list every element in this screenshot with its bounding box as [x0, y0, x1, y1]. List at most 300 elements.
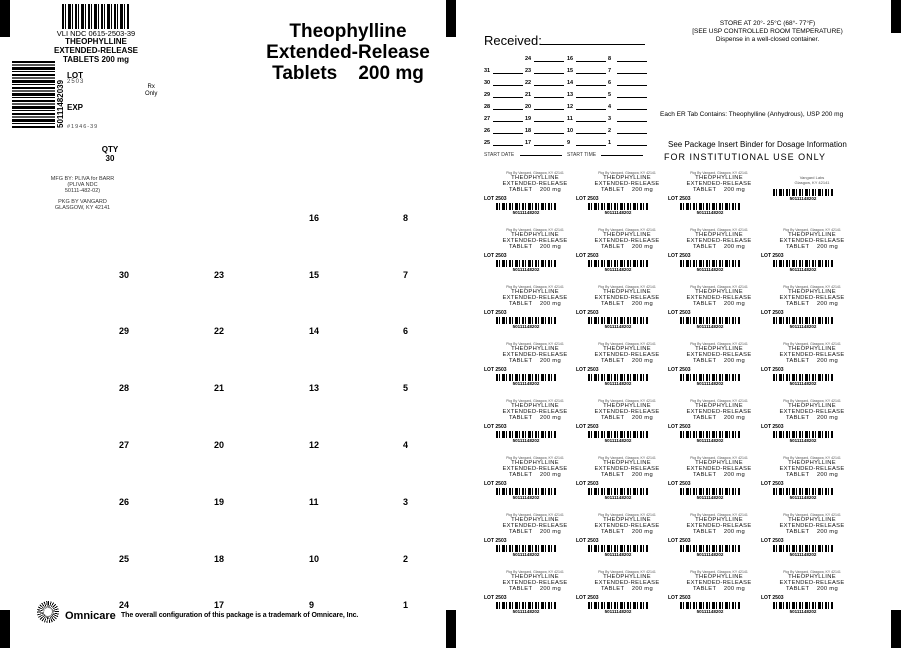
blister-day-number: 3: [403, 497, 409, 507]
label-drug-line: THEOPHYLLINE: [788, 517, 836, 523]
registration-marker-top-right: [891, 0, 901, 33]
dose-day-number: 21: [525, 92, 532, 98]
label-pkg-line: Pkg By Vangard, Glasgow, KY 42141: [598, 342, 656, 346]
dose-initial-field[interactable]: [493, 97, 523, 98]
received-field[interactable]: [540, 44, 645, 45]
dose-log-row: [484, 140, 647, 149]
label-drug-line: THEOPHYLLINE: [603, 346, 651, 352]
label-lot: LOT 2503: [761, 367, 784, 373]
label-lot: LOT 2503: [484, 196, 507, 202]
label-lot: LOT 2503: [761, 253, 784, 259]
label-drug-line: THEOPHYLLINE: [511, 460, 559, 466]
dose-day-number: 3: [608, 116, 612, 122]
label-barcode-number: 50111148202: [773, 196, 833, 201]
dose-initial-field[interactable]: [576, 109, 606, 110]
label-pkg-line: Pkg By Vangard, Glasgow, KY 42141: [598, 171, 656, 175]
dose-initial-field[interactable]: [534, 73, 564, 74]
label-drug-line: EXTENDED-RELEASE: [502, 523, 568, 529]
label-drug-line: TABLET 200 mg: [693, 586, 745, 592]
label-drug-line: EXTENDED-RELEASE: [686, 580, 752, 586]
dose-initial-field[interactable]: [493, 85, 523, 86]
label-pkg-line: Pkg By Vangard, Glasgow, KY 42141: [598, 399, 656, 403]
unit-dose-label: [668, 228, 764, 283]
start-time-field[interactable]: [601, 155, 643, 156]
label-barcode-number: 50111148202: [588, 438, 648, 443]
label-lot: LOT 2503: [484, 367, 507, 373]
unit-dose-label: [761, 456, 857, 511]
label-pkg-line: Pkg By Vangard, Glasgow, KY 42141: [598, 570, 656, 574]
dose-initial-field[interactable]: [534, 61, 564, 62]
label-barcode-number: 50111148202: [773, 609, 833, 614]
label-drug-line: EXTENDED-RELEASE: [686, 295, 752, 301]
label-barcode-number: 50111148202: [773, 438, 833, 443]
quantity: QTY 30: [101, 145, 119, 163]
label-barcode-number: 50111148202: [680, 381, 740, 386]
label-drug-line: TABLET 200 mg: [509, 472, 561, 478]
label-drug-line: TABLET 200 mg: [786, 244, 838, 250]
label-pkg-line: Pkg By Vangard, Glasgow, KY 42141: [506, 285, 564, 289]
dose-day-number: 2: [608, 128, 612, 134]
label-drug-line: THEOPHYLLINE: [511, 289, 559, 295]
label-drug-line: EXTENDED-RELEASE: [779, 466, 845, 472]
label-pkg-line: Pkg By Vangard, Glasgow, KY 42141: [690, 513, 748, 517]
unit-dose-label: [761, 513, 857, 568]
label-pkg-line: Pkg By Vangard, Glasgow, KY 42141: [506, 228, 564, 232]
dose-day-number: 16: [567, 56, 574, 62]
unit-dose-label: [484, 399, 580, 454]
label-drug-line: THEOPHYLLINE: [788, 289, 836, 295]
label-barcode-number: 50111148202: [588, 552, 648, 557]
lot-value: 2503: [67, 79, 85, 85]
unit-dose-label: [761, 228, 857, 283]
label-barcode-number: 50111148202: [496, 552, 556, 557]
label-drug-line: EXTENDED-RELEASE: [686, 181, 752, 187]
dose-initial-field[interactable]: [617, 97, 647, 98]
dose-day-number: 28: [484, 104, 491, 110]
dose-initial-field[interactable]: [534, 145, 564, 146]
dose-log-row: [484, 92, 647, 101]
label-barcode-number: 50111148202: [588, 381, 648, 386]
label-pkg-line: Pkg By Vangard, Glasgow, KY 42141: [690, 228, 748, 232]
label-drug-line: TABLET 200 mg: [509, 358, 561, 364]
unit-dose-label: [576, 456, 672, 511]
label-pkg-line: Pkg By Vangard, Glasgow, KY 42141: [598, 228, 656, 232]
label-drug-line: TABLET 200 mg: [509, 586, 561, 592]
dose-initial-field[interactable]: [576, 133, 606, 134]
label-drug-line: TABLET 200 mg: [693, 472, 745, 478]
label-drug-line: EXTENDED-RELEASE: [502, 181, 568, 187]
label-lot: LOT 2503: [576, 253, 599, 259]
label-drug-line: THEOPHYLLINE: [788, 574, 836, 580]
label-pkg-line: Pkg By Vangard, Glasgow, KY 42141: [783, 513, 841, 517]
vangard-label: [767, 171, 857, 226]
dose-initial-field[interactable]: [617, 61, 647, 62]
ndc-barcode: [62, 4, 130, 29]
dose-day-number: 26: [484, 128, 491, 134]
label-drug-line: EXTENDED-RELEASE: [594, 181, 660, 187]
blister-day-number: 9: [309, 600, 315, 610]
side-barcode-number: 50111482039: [56, 79, 65, 128]
dose-initial-field[interactable]: [617, 73, 647, 74]
blister-day-number: 13: [309, 383, 320, 393]
dose-day-number: 31: [484, 68, 491, 74]
start-fields: START DATE START TIME: [484, 152, 643, 158]
label-lot: LOT 2503: [668, 595, 691, 601]
label-drug-line: EXTENDED-RELEASE: [594, 523, 660, 529]
label-drug-line: EXTENDED-RELEASE: [502, 352, 568, 358]
unit-dose-label: [576, 171, 672, 226]
label-pkg-line: Glasgow, KY 42141: [794, 180, 830, 185]
label-drug-line: THEOPHYLLINE: [788, 346, 836, 352]
label-drug-line: EXTENDED-RELEASE: [686, 238, 752, 244]
label-pkg-line: Pkg By Vangard, Glasgow, KY 42141: [506, 570, 564, 574]
dose-initial-field[interactable]: [534, 121, 564, 122]
blister-day-number: 17: [214, 600, 225, 610]
unit-dose-label: [484, 570, 580, 625]
label-drug-line: EXTENDED-RELEASE: [686, 523, 752, 529]
label-lot: LOT 2503: [576, 367, 599, 373]
dose-day-number: 17: [525, 140, 532, 146]
blister-day-number: 27: [119, 440, 130, 450]
unit-dose-label: [668, 342, 764, 397]
label-lot: LOT 2503: [576, 595, 599, 601]
label-drug-line: TABLET 200 mg: [786, 529, 838, 535]
registration-marker-bottom-middle: [446, 610, 456, 648]
label-lot: LOT 2503: [761, 310, 784, 316]
unit-dose-label: [576, 342, 672, 397]
dose-day-number: 19: [525, 116, 532, 122]
dosage-info-note: See Package Insert Binder for Dosage Information: [668, 140, 847, 149]
label-pkg-line: Pkg By Vangard, Glasgow, KY 42141: [783, 399, 841, 403]
blister-day-number: 19: [214, 497, 225, 507]
label-drug-line: THEOPHYLLINE: [603, 403, 651, 409]
dose-day-number: 25: [484, 140, 491, 146]
dose-initial-field[interactable]: [576, 73, 606, 74]
unit-dose-label: [484, 285, 580, 340]
manufacturer-info: MFG BY: PLIVA for BARR (PLIVA NDC 50111-482-02) PKG BY VANGARD GLASGOW, KY 42141: [50, 176, 115, 211]
label-drug-line: EXTENDED-RELEASE: [502, 409, 568, 415]
label-drug-line: EXTENDED-RELEASE: [594, 409, 660, 415]
unit-dose-label: [576, 399, 672, 454]
label-pkg-line: Pkg By Vangard, Glasgow, KY 42141: [783, 570, 841, 574]
received-label: Received:: [484, 33, 542, 48]
label-barcode-number: 50111148202: [680, 552, 740, 557]
label-pkg-line: Pkg By Vangard, Glasgow, KY 42141: [690, 171, 748, 175]
label-drug-line: EXTENDED-RELEASE: [502, 238, 568, 244]
label-drug-line: TABLET 200 mg: [601, 244, 653, 250]
label-lot: LOT 2503: [668, 310, 691, 316]
dose-initial-field[interactable]: [493, 109, 523, 110]
blister-day-number: 18: [214, 554, 225, 564]
dose-log-row: [484, 116, 647, 125]
dose-day-number: 14: [567, 80, 574, 86]
blister-day-number: 21: [214, 383, 225, 393]
dose-initial-field[interactable]: [534, 97, 564, 98]
ingredient-statement: Each ER Tab Contains: Theophylline (Anhydrous), USP 200 mg: [660, 111, 844, 118]
label-drug-line: THEOPHYLLINE: [603, 460, 651, 466]
dose-initial-field[interactable]: [534, 109, 564, 110]
label-barcode-number: 50111148202: [588, 210, 648, 215]
unit-dose-label: [484, 171, 580, 226]
label-pkg-line: Pkg By Vangard, Glasgow, KY 42141: [506, 399, 564, 403]
unit-dose-label: [576, 513, 672, 568]
unit-dose-label: [761, 342, 857, 397]
label-drug-line: EXTENDED-RELEASE: [502, 466, 568, 472]
dose-day-number: 1: [608, 140, 612, 146]
label-drug-line: TABLET 200 mg: [786, 415, 838, 421]
blister-day-number: 25: [119, 554, 130, 564]
label-pkg-line: Pkg By Vangard, Glasgow, KY 42141: [690, 342, 748, 346]
unit-dose-label: [484, 228, 580, 283]
label-lot: LOT 2503: [668, 196, 691, 202]
dose-log-row: [484, 56, 647, 65]
label-drug-line: TABLET 200 mg: [786, 301, 838, 307]
label-drug-line: TABLET 200 mg: [693, 301, 745, 307]
unit-dose-label: [668, 399, 764, 454]
label-barcode-number: 50111148202: [496, 495, 556, 500]
label-barcode-number: 50111148202: [680, 495, 740, 500]
label-drug-line: THEOPHYLLINE: [603, 574, 651, 580]
blister-day-number: 11: [309, 497, 319, 507]
label-pkg-line: Pkg By Vangard, Glasgow, KY 42141: [783, 342, 841, 346]
label-drug-line: TABLET 200 mg: [509, 301, 561, 307]
label-pkg-line: Pkg By Vangard, Glasgow, KY 42141: [598, 513, 656, 517]
label-pkg-line: Pkg By Vangard, Glasgow, KY 42141: [506, 171, 564, 175]
label-drug-line: TABLET 200 mg: [693, 358, 745, 364]
dose-initial-field[interactable]: [576, 145, 606, 146]
label-pkg-line: Pkg By Vangard, Glasgow, KY 42141: [598, 285, 656, 289]
blister-day-number: 5: [403, 383, 409, 393]
label-pkg-line: Vangard Labs: [799, 175, 825, 180]
dose-log-row: [484, 128, 647, 137]
label-lot: LOT 2503: [576, 310, 599, 316]
unit-dose-label: [761, 570, 857, 625]
dose-day-number: 29: [484, 92, 491, 98]
dose-log-row: [484, 104, 647, 113]
dose-day-number: 23: [525, 68, 532, 74]
unit-dose-label: [668, 570, 764, 625]
unit-dose-label: [576, 285, 672, 340]
label-drug-line: EXTENDED-RELEASE: [686, 409, 752, 415]
label-drug-line: TABLET 200 mg: [693, 244, 745, 250]
label-drug-line: TABLET 200 mg: [601, 301, 653, 307]
label-drug-line: EXTENDED-RELEASE: [502, 580, 568, 586]
label-drug-line: TABLET 200 mg: [693, 187, 745, 193]
dose-day-number: 8: [608, 56, 612, 62]
label-drug-line: TABLET 200 mg: [601, 586, 653, 592]
label-drug-line: TABLET 200 mg: [786, 472, 838, 478]
dose-day-number: 13: [567, 92, 574, 98]
dose-day-number: 11: [567, 116, 573, 122]
label-drug-line: EXTENDED-RELEASE: [594, 238, 660, 244]
dose-initial-field[interactable]: [534, 85, 564, 86]
blister-day-number: 10: [309, 554, 320, 564]
product-name-short: THEOPHYLLINE EXTENDED-RELEASE TABLETS 200 mg: [53, 37, 138, 64]
start-date-field[interactable]: [520, 155, 562, 156]
label-barcode-number: 50111148202: [496, 267, 556, 272]
label-drug-line: THEOPHYLLINE: [695, 517, 743, 523]
blister-day-number: 1: [403, 600, 409, 610]
label-lot: LOT 2503: [484, 253, 507, 259]
label-lot: LOT 2503: [668, 481, 691, 487]
label-pkg-line: Pkg By Vangard, Glasgow, KY 42141: [690, 456, 748, 460]
blister-day-number: 16: [309, 213, 320, 223]
product-title: Theophylline Extended-Release Tablets 200 mg: [266, 21, 430, 84]
dose-initial-field[interactable]: [617, 109, 647, 110]
ndc-number: VLI NDC 0615-2503-39: [56, 29, 136, 38]
label-drug-line: THEOPHYLLINE: [695, 346, 743, 352]
label-drug-line: TABLET 200 mg: [693, 415, 745, 421]
label-drug-line: THEOPHYLLINE: [511, 232, 559, 238]
label-barcode-number: 50111148202: [496, 324, 556, 329]
dose-initial-field[interactable]: [617, 145, 647, 146]
label-drug-line: THEOPHYLLINE: [695, 460, 743, 466]
label-drug-line: THEOPHYLLINE: [695, 175, 743, 181]
dose-initial-field[interactable]: [493, 73, 523, 74]
dose-log-row: [484, 80, 647, 89]
unit-dose-label: [668, 171, 764, 226]
label-drug-line: TABLET 200 mg: [509, 187, 561, 193]
dose-initial-field[interactable]: [617, 85, 647, 86]
unit-dose-label: [484, 456, 580, 511]
institutional-use-note: FOR INSTITUTIONAL USE ONLY: [664, 152, 827, 162]
label-drug-line: THEOPHYLLINE: [695, 574, 743, 580]
dose-initial-field[interactable]: [617, 133, 647, 134]
blister-day-number: 26: [119, 497, 130, 507]
dose-day-number: 24: [525, 56, 532, 62]
label-barcode-number: 50111148202: [680, 609, 740, 614]
label-drug-line: THEOPHYLLINE: [603, 517, 651, 523]
blister-day-number: 29: [119, 326, 130, 336]
storage-instructions: STORE AT 20°- 25°C (68°- 77°F) [SEE USP CONTROLLED ROOM TEMPERATURE) Dispense in a well-closed container.: [692, 20, 843, 43]
rx-only: Rx Only: [145, 84, 158, 97]
label-pkg-line: Pkg By Vangard, Glasgow, KY 42141: [690, 399, 748, 403]
blister-day-number: 6: [403, 326, 409, 336]
blister-day-number: 22: [214, 326, 225, 336]
label-lot: LOT 2503: [484, 538, 507, 544]
label-drug-line: EXTENDED-RELEASE: [779, 580, 845, 586]
dose-day-number: 10: [567, 128, 574, 134]
label-lot: LOT 2503: [576, 424, 599, 430]
dose-log-row: [484, 68, 647, 77]
side-barcode: [12, 61, 55, 128]
label-drug-line: TABLET 200 mg: [786, 358, 838, 364]
exp-label: EXP: [67, 103, 84, 112]
dose-initial-field[interactable]: [534, 133, 564, 134]
label-drug-line: EXTENDED-RELEASE: [686, 352, 752, 358]
label-drug-line: THEOPHYLLINE: [511, 346, 559, 352]
dose-day-number: 7: [608, 68, 612, 74]
dose-initial-field[interactable]: [617, 121, 647, 122]
item-code: #1946-39: [67, 124, 99, 130]
blister-day-number: 2: [403, 554, 409, 564]
blister-day-number: 8: [403, 213, 409, 223]
blister-day-number: 28: [119, 383, 130, 393]
sunburst-icon: [37, 601, 59, 623]
label-drug-line: TABLET 200 mg: [509, 529, 561, 535]
dose-initial-field[interactable]: [576, 97, 606, 98]
label-barcode-number: 50111148202: [680, 267, 740, 272]
label-pkg-line: Pkg By Vangard, Glasgow, KY 42141: [506, 342, 564, 346]
label-drug-line: TABLET 200 mg: [509, 415, 561, 421]
label-drug-line: EXTENDED-RELEASE: [594, 352, 660, 358]
label-barcode-number: 50111148202: [773, 381, 833, 386]
label-drug-line: THEOPHYLLINE: [511, 175, 559, 181]
dose-day-number: 12: [567, 104, 574, 110]
label-drug-line: EXTENDED-RELEASE: [502, 295, 568, 301]
label-pkg-line: Pkg By Vangard, Glasgow, KY 42141: [783, 456, 841, 460]
label-drug-line: THEOPHYLLINE: [603, 175, 651, 181]
label-drug-line: THEOPHYLLINE: [695, 403, 743, 409]
unit-dose-label: [484, 342, 580, 397]
unit-dose-label: [761, 399, 857, 454]
blister-day-number: 14: [309, 326, 320, 336]
dose-initial-field[interactable]: [493, 121, 523, 122]
dose-day-number: 20: [525, 104, 532, 110]
dose-initial-field[interactable]: [576, 121, 606, 122]
label-drug-line: TABLET 200 mg: [601, 472, 653, 478]
lot-label: LOT: [67, 71, 83, 80]
label-barcode-number: 50111148202: [773, 495, 833, 500]
label-barcode-number: 50111148202: [680, 438, 740, 443]
label-drug-line: EXTENDED-RELEASE: [594, 466, 660, 472]
label-drug-line: TABLET 200 mg: [601, 529, 653, 535]
label-barcode-number: 50111148202: [496, 438, 556, 443]
blister-day-number: 15: [309, 270, 320, 280]
omnicare-logo: [37, 601, 59, 623]
label-barcode-number: 50111148202: [588, 267, 648, 272]
label-lot: LOT 2503: [761, 424, 784, 430]
registration-marker-top-left: [0, 0, 10, 37]
dose-day-number: 18: [525, 128, 532, 134]
dose-day-number: 6: [608, 80, 612, 86]
label-barcode-number: 50111148202: [588, 324, 648, 329]
unit-dose-label: [761, 285, 857, 340]
dose-day-number: 27: [484, 116, 491, 122]
registration-marker-top-middle: [446, 0, 456, 37]
label-drug-line: EXTENDED-RELEASE: [779, 409, 845, 415]
trademark-notice: The overall configuration of this package is a trademark of Omnicare, Inc.: [121, 612, 359, 619]
dose-day-number: 4: [608, 104, 612, 110]
label-barcode-number: 50111148202: [496, 381, 556, 386]
dose-day-number: 15: [567, 68, 574, 74]
dose-initial-field[interactable]: [493, 145, 523, 146]
label-pkg-line: Pkg By Vangard, Glasgow, KY 42141: [783, 285, 841, 289]
blister-day-number: 7: [403, 270, 409, 280]
label-pkg-line: Pkg By Vangard, Glasgow, KY 42141: [598, 456, 656, 460]
dose-initial-field[interactable]: [576, 85, 606, 86]
blister-day-number: 23: [214, 270, 225, 280]
dose-day-number: 30: [484, 80, 491, 86]
label-drug-line: TABLET 200 mg: [601, 415, 653, 421]
label-drug-line: TABLET 200 mg: [601, 358, 653, 364]
label-barcode-number: 50111148202: [680, 210, 740, 215]
dose-initial-field[interactable]: [576, 61, 606, 62]
dose-day-number: 9: [567, 140, 571, 146]
label-lot: LOT 2503: [484, 595, 507, 601]
dose-initial-field[interactable]: [493, 133, 523, 134]
label-barcode-number: 50111148202: [588, 495, 648, 500]
blister-day-number: 4: [403, 440, 409, 450]
label-drug-line: THEOPHYLLINE: [788, 460, 836, 466]
label-drug-line: THEOPHYLLINE: [695, 289, 743, 295]
label-drug-line: EXTENDED-RELEASE: [779, 523, 845, 529]
label-lot: LOT 2503: [576, 538, 599, 544]
label-pkg-line: Pkg By Vangard, Glasgow, KY 42141: [506, 456, 564, 460]
registration-marker-bottom-left: [0, 610, 10, 648]
label-drug-line: TABLET 200 mg: [601, 187, 653, 193]
label-drug-line: EXTENDED-RELEASE: [594, 295, 660, 301]
